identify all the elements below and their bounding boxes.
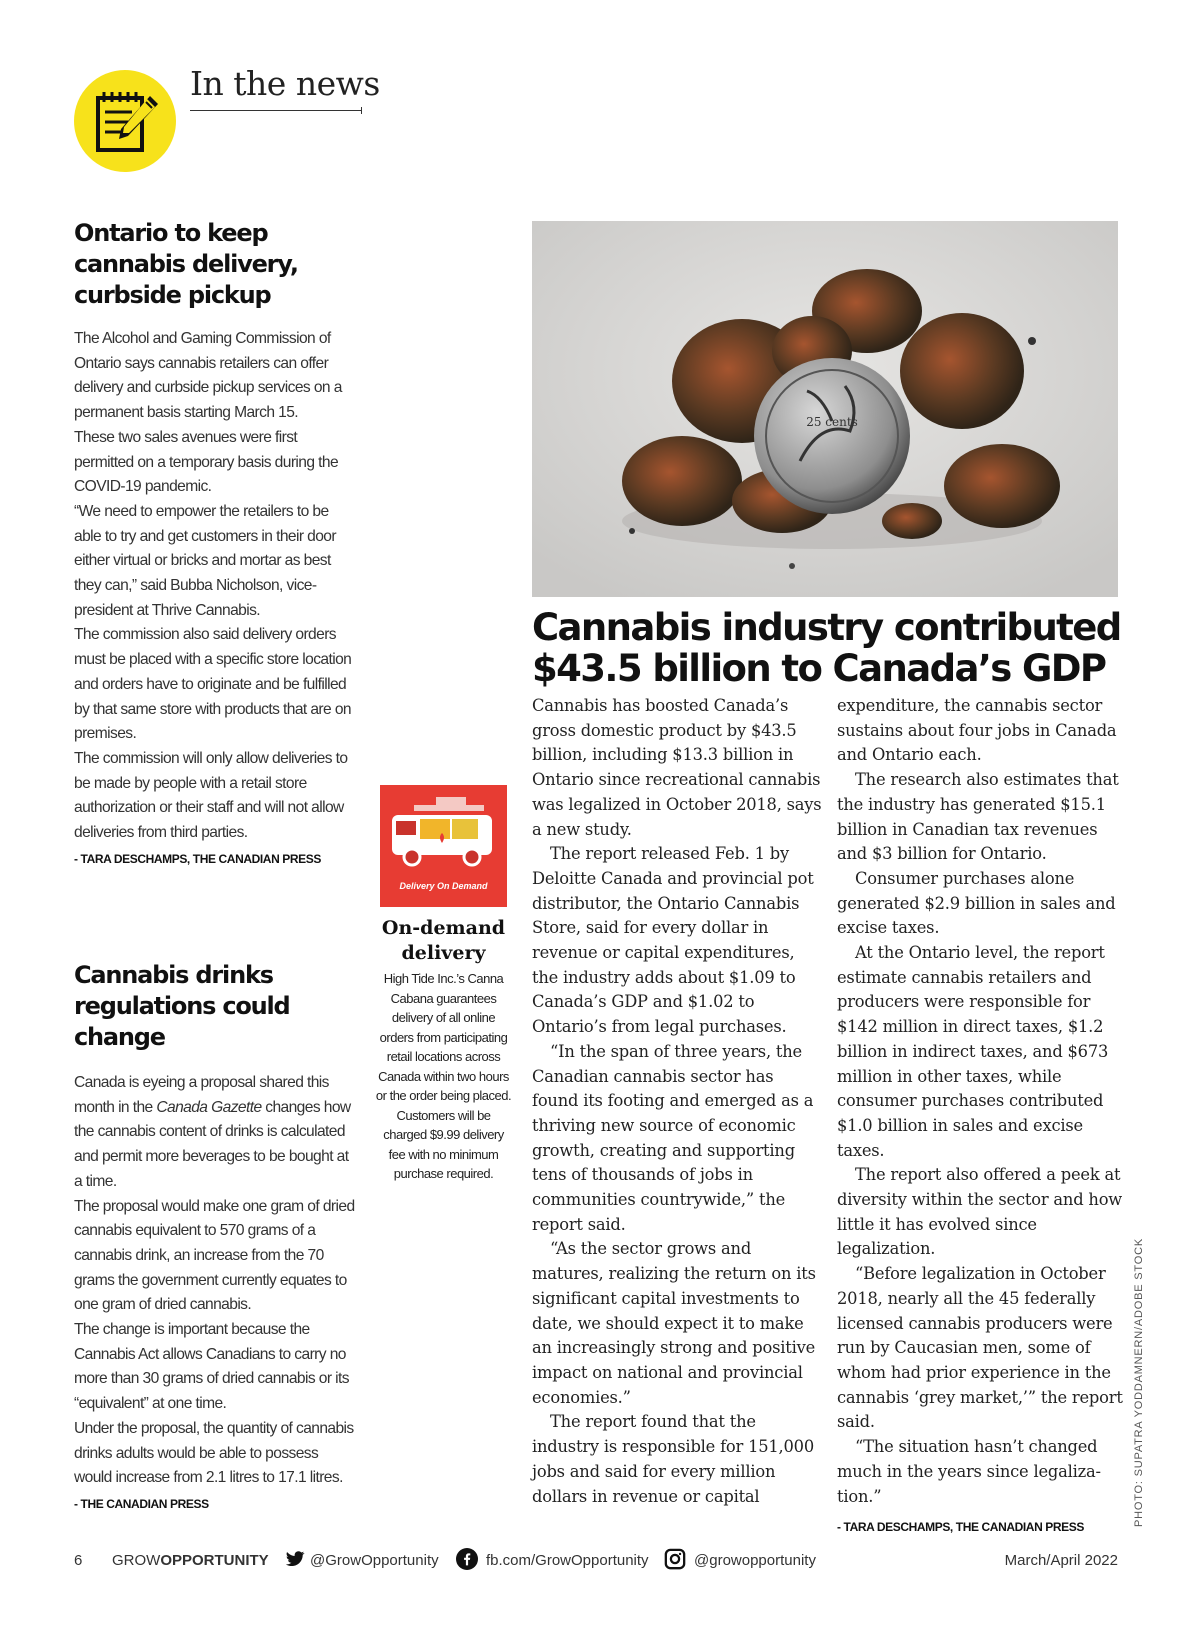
- story1-paragraph-2: These two sales avenues were first permitted on a temporary basis during the COVID-19 pandemic.: [74, 428, 339, 496]
- story1-paragraph-1: The Alcohol and Gaming Commission of Ontario says cannabis retailers can offer delivery and curbside pickup services on a permanent basis starting March 15.: [74, 330, 342, 422]
- story2-paragraph-1: Canada is eyeing a proposal shared this month in the Canada Gazette changes how the cannabis content of drinks is calculated and permit more beverages to be bought at a time.: [74, 1074, 351, 1190]
- delivery-image-label: Delivery On Demand: [399, 881, 488, 891]
- article-paragraph: The report released Feb. 1 by Deloitte Canada and provincial pot distributor, the Ontario Cannabis Store, said for every dollar in revenue or capital expenditures, the industry adds about $1.09 to Canada’s GDP and $1.02 to Ontario’s from legal purchases.: [532, 844, 814, 1037]
- story1-paragraph-3: “We need to empower the retailers to be able to try and get customers in their door either virtual or bricks and mortar as best they can,” said Bubba Nicholson, vice-president at Thrive Cannabis.: [74, 502, 336, 619]
- main-headline: Cannabis industry contributed $43.5 billion to Canada’s GDP: [532, 606, 1121, 690]
- article-paragraph: The research also estimates that the industry has generated $15.1 billion in Canadian tax revenues and $3 billion for Ontario.: [837, 770, 1119, 864]
- story1-credit: - TARA DESCHAMPS, THE CANADIAN PRESS: [74, 851, 321, 866]
- article-paragraph: The report also offered a peek at diversity within the sector and how little it has evolved since legalization.: [837, 1165, 1123, 1259]
- article-paragraph: “Before legalization in October 2018, nearly all the 45 federally licensed cannabis producers were run by Caucasian men, some of whom had prior experience in the cannabis ‘grey market,’” the report said.: [837, 1264, 1123, 1432]
- section-badge: [74, 70, 176, 172]
- story2-paragraph-3: The change is important because the Cannabis Act allows Canadians to carry no more than 30 grams of dried cannabis or its “equivalent” at one time.: [74, 1321, 349, 1413]
- sidebar-title: On-demand delivery: [381, 917, 506, 964]
- coin-text: 25 cents: [806, 415, 858, 429]
- article-paragraph: expenditure, the cannabis sector sustains about four jobs in Canada and Ontario each.: [837, 696, 1117, 765]
- instagram-icon[interactable]: [664, 1548, 686, 1570]
- section-title: In the news: [190, 64, 380, 103]
- page-number: 6: [74, 1552, 83, 1569]
- story1-headline: Ontario to keep cannabis delivery, curbside pickup: [74, 219, 298, 309]
- story-cannabis-drinks: [74, 960, 356, 1511]
- article-paragraph: Cannabis has boosted Canada’s gross domestic product by $43.5 billion, including $13.3 billion in Ontario since recreational cannabis was legalized in October 2018, says a new study.: [532, 696, 822, 839]
- story1-paragraph-5: The commission will only allow deliveries to be made by people with a retail store authorization or their staff and will not allow deliveries from third parties.: [74, 749, 348, 842]
- article-credit: - TARA DESCHAMPS, THE CANADIAN PRESS: [837, 1520, 1084, 1535]
- page-footer: [74, 1548, 1118, 1576]
- article-paragraph: At the Ontario level, the report estimate cannabis retailers and producers were responsible for $142 million in direct taxes, $1.2 billion in indirect taxes, and $673 million in other taxes, while consumer purchases contributed $1.0 billion in sales and excise taxes.: [837, 943, 1109, 1160]
- story1-paragraph-4: The commission also said delivery orders must be placed with a specific store location and orders have to originate and be fulfilled by that same store with products that are on premises.: [74, 626, 352, 743]
- story-ontario-delivery: [74, 218, 356, 866]
- story2-paragraph-2: The proposal would make one gram of dried cannabis equivalent to 570 grams of a cannabis drink, an increase from the 70 grams the government currently equates to one gram of dried cannabis.: [74, 1197, 355, 1314]
- article-paragraph: Consumer purchases alone generated $2.9 billion in sales and excise taxes.: [837, 868, 1116, 938]
- article-paragraph: “As the sector grows and matures, realizing the return on its significant capital investments to date, we should expect it to make an increasingly strong and positive impact on national and provincial economies.”: [532, 1239, 816, 1407]
- brand-logo: GROWOPPORTUNITY: [112, 1552, 269, 1569]
- instagram-handle[interactable]: @growopportunity: [694, 1552, 816, 1569]
- article-column-2: [837, 694, 1127, 1540]
- sidebar-text: High Tide Inc.’s Canna Cabana guarantees delivery of all online orders from participating retail locations across Canada within two hours or the order being placed. Customers will be charged $9.99 delivery fee with no minimum purchase required.: [375, 971, 512, 1181]
- delivery-truck-image: [380, 785, 507, 907]
- article-column-1: [532, 694, 822, 1509]
- article-paragraph: “In the span of three years, the Canadian cannabis sector has found its footing and emerged as a thriving new source of economic growth, creating and supporting tens of thousands of jobs in communities countrywide,” the report said.: [532, 1041, 814, 1234]
- publication-name: Canada Gazette: [156, 1098, 262, 1116]
- facebook-link[interactable]: fb.com/GrowOpportunity: [486, 1552, 649, 1569]
- notepad-pencil-icon: [92, 86, 162, 156]
- photo-credit: PHOTO: SUPATRA YODDAMNERN/ADOBE STOCK: [1133, 1238, 1145, 1527]
- section-rule: [190, 110, 362, 111]
- issue-date: March/April 2022: [1004, 1552, 1118, 1569]
- article-paragraph: “The situation hasn’t changed much in the years since legaliza-tion.”: [837, 1437, 1101, 1506]
- facebook-icon[interactable]: [456, 1548, 478, 1570]
- food-truck-icon: [380, 785, 507, 875]
- twitter-handle[interactable]: @GrowOpportunity: [310, 1552, 439, 1569]
- article-paragraph: The report found that the industry is responsible for 151,000 jobs and said for every million dollars in revenue or capital: [532, 1412, 814, 1506]
- story2-credit: - THE CANADIAN PRESS: [74, 1496, 209, 1511]
- twitter-icon[interactable]: [284, 1548, 306, 1570]
- story2-headline: Cannabis drinks regulations could change: [74, 961, 290, 1051]
- story2-paragraph-4: Under the proposal, the quantity of cannabis drinks adults would be able to possess would increase from 2.1 litres to 17.1 litres.: [74, 1419, 354, 1487]
- cannabis-coin-photo: [532, 221, 1118, 597]
